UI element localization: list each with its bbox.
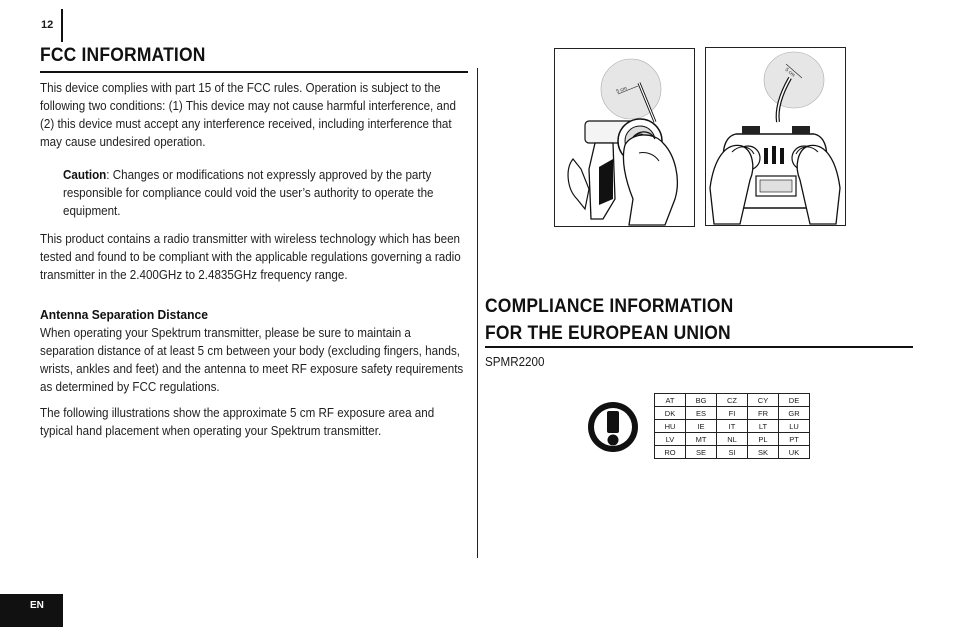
country-row [655,446,810,459]
illustration-paragraph: The following illustrations show the approximate 5 cm RF exposure area and typical hand placement when operating your Spektrum transmitter. [40,406,435,438]
country-code-cell: SI [717,446,748,459]
eu-title-rule [485,346,913,348]
page-number: 12 [41,19,54,31]
country-row [655,433,810,446]
country-code-cell: LV [655,433,686,446]
fcc-caution-paragraph [63,166,464,220]
dual-stick-transmitter-illustration [705,47,846,226]
country-code-cell: IT [717,420,748,433]
country-code-cell: DE [779,394,810,407]
eu-title-line2: FOR THE EUROPEAN UNION [485,323,731,344]
country-row [655,394,810,407]
country-code-cell: PT [779,433,810,446]
figure2-distance-label: 5 cm [783,66,796,79]
country-code-cell: LT [748,420,779,433]
figure1-distance-label: 5 cm [615,85,628,95]
country-code-cell: FR [748,407,779,420]
country-code-cell: DK [655,407,686,420]
country-code-cell: BG [686,394,717,407]
pistol-transmitter-illustration [554,48,695,227]
language-tab [0,594,63,627]
model-number: SPMR2200 [485,355,545,369]
fcc-paragraph-compliance: This device complies with part 15 of the FCC rules. Operation is subject to the following two conditions: (1) This device may not cause harmful interference, and (2) this device must accept any interference received, including interference that may cause undesired operation. [40,81,456,149]
fcc-paragraph-radio: This product contains a radio transmitter with wireless technology which has been tested and found to be compliant with the applicable regulations governing a radio transmitter in the 2.400GHz to 2.4835GHz frequency range. [40,232,461,282]
country-code-cell: HU [655,420,686,433]
antenna-heading: Antenna Separation Distance [40,307,208,322]
country-code-cell: SE [686,446,717,459]
country-code-cell: MT [686,433,717,446]
country-row [655,420,810,433]
country-code-cell: UK [779,446,810,459]
country-code-cell: SK [748,446,779,459]
country-code-cell: CZ [717,394,748,407]
fcc-title-rule [40,71,468,73]
caution-text: : Changes or modifications not expressly approved by the party responsible for compliance could void the user’s authority to operate the equipment. [63,168,434,218]
country-code-cell: CY [748,394,779,407]
antenna-paragraph: When operating your Spektrum transmitter, please be sure to maintain a separation distance of at least 5 cm between your body (excluding fingers, hands, wrists, ankles and feet) and the antenna to meet RF exposure safety requirements as determined by FCC regulations. [40,326,464,394]
eu-title-line1: COMPLIANCE INFORMATION [485,296,734,317]
country-code-cell: AT [655,394,686,407]
column-divider [477,68,478,558]
country-code-cell: IE [686,420,717,433]
country-code-cell: ES [686,407,717,420]
country-code-cell: NL [717,433,748,446]
caution-label: Caution [63,168,107,182]
country-code-cell: PL [748,433,779,446]
fcc-title: FCC INFORMATION [40,45,206,66]
eu-title [485,293,733,347]
country-code-table [654,393,810,459]
country-code-cell: GR [779,407,810,420]
exclamation-circle-icon [586,400,640,454]
country-row [655,407,810,420]
page-number-rule [61,9,63,42]
country-code-cell: LU [779,420,810,433]
country-code-cell: RO [655,446,686,459]
country-code-cell: FI [717,407,748,420]
language-label: EN [30,600,44,611]
